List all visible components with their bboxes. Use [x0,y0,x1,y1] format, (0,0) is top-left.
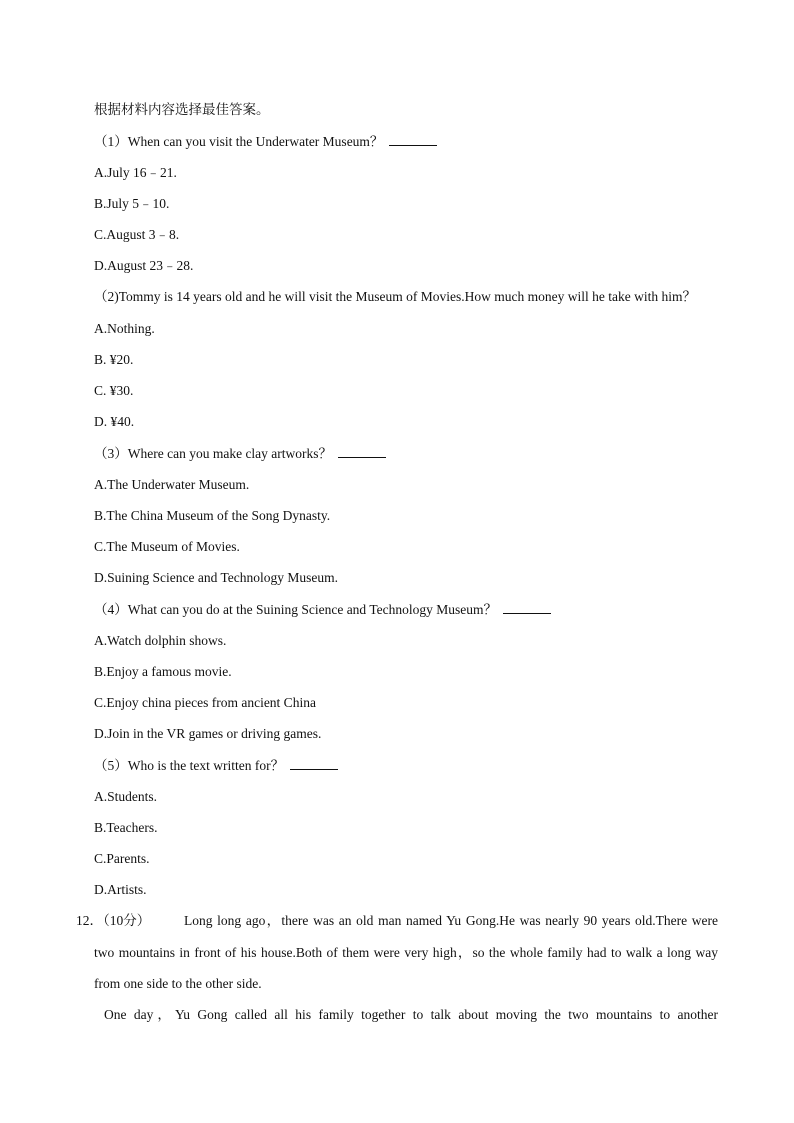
q3-option-a: A.The Underwater Museum. [94,477,250,492]
answer-blank[interactable] [503,601,551,614]
q5-option-d: D.Artists. [94,882,147,897]
q1-option-d: D.August 23﹣28. [94,258,194,273]
question-3-stem [94,445,386,462]
question-2-stem: （2)Tommy is 14 years old and he will visit the Museum of Movies.How much money will he take with him？ [94,289,696,304]
q5-option-b: B.Teachers. [94,820,158,835]
q2-option-c: C. ¥30. [94,383,134,398]
q3-option-b: B.The China Museum of the Song Dynasty. [94,508,331,523]
question-5-text: （5）Who is the text written for？ [94,758,285,773]
q4-option-d: D.Join in the VR games or driving games. [94,726,322,741]
answer-blank[interactable] [338,445,386,458]
q1-option-a: A.July 16﹣21. [94,165,177,180]
question-12-number: 12．（10分） [76,913,151,928]
q1-option-b: B.July 5﹣10. [94,196,170,211]
question-1-text: （1）When can you visit the Underwater Museum？ [94,134,384,149]
q5-option-a: A.Students. [94,789,158,804]
q2-option-b: B. ¥20. [94,352,134,367]
q4-option-c: C.Enjoy china pieces from ancient China [94,695,316,710]
q4-option-a: A.Watch dolphin shows. [94,633,227,648]
answer-blank[interactable] [389,133,437,146]
passage-line: One day，Yu Gong called all his family together to talk about moving the two mountains to another [104,1007,718,1022]
q5-option-c: C.Parents. [94,851,150,866]
passage-line: from one side to the other side. [94,976,262,991]
question-4-text: （4）What can you do at the Suining Science and Technology Museum？ [94,602,497,617]
instruction: 根据材料内容选择最佳答案。 [94,102,270,117]
question-3-text: （3）Where can you make clay artworks？ [94,446,333,461]
q1-option-c: C.August 3﹣8. [94,227,180,242]
passage-line: Long long ago，there was an old man named Yu Gong.He was nearly 90 years old.There were [184,913,718,928]
q2-option-d: D. ¥40. [94,414,135,429]
q4-option-b: B.Enjoy a famous movie. [94,664,232,679]
q2-option-a: A.Nothing. [94,321,155,336]
q3-option-c: C.The Museum of Movies. [94,539,240,554]
question-1-stem [94,133,437,150]
question-4-stem [94,601,551,618]
q3-option-d: D.Suining Science and Technology Museum. [94,570,339,585]
passage-line: two mountains in front of his house.Both of them were very high，so the whole family had to walk a long way [94,945,718,960]
question-5-stem [94,757,338,774]
answer-blank[interactable] [290,757,338,770]
